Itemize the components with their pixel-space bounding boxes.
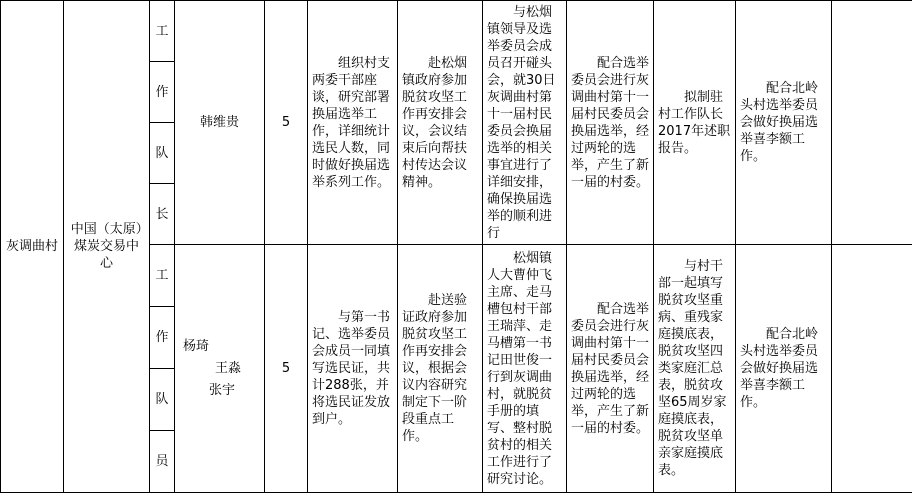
work-item-cell: 组织村支两委干部座谈，研究部署换届选举工作，详细统计选民人数，同时做好换届选举系列工作。 [308,1,398,245]
empty-cell [832,1,912,245]
work-item-cell: 配合北岭头村选举委员会做好换届选举喜李额工作。 [736,1,832,245]
village-cell: 灰调曲村 [1,1,64,493]
role-char: 长 [150,184,175,245]
member-names [175,245,265,493]
work-item-cell: 配合北岭头村选举委员会做好换届选举喜李额工作。 [736,245,832,493]
member-name: 韩维贵 [175,1,265,245]
work-item-cell: 配合选举委员会进行灰调曲村第十一届村民委员会换届选举，经过两轮的选举，产生了新一届的村委。 [567,1,654,245]
member-name: 杨琦 [183,338,210,354]
role-char: 作 [150,62,175,123]
count-cell: 5 [265,245,308,493]
member-name: 王淼 [215,360,242,376]
empty-cell [832,245,912,493]
work-item-cell: 赴松烟镇政府参加脱贫攻坚工作再安排会议，会议结束后向帮扶村传达会议精神。 [398,1,483,245]
work-item-cell: 配合选举委员会进行灰调曲村第十一届村民委员会换届选举，经过两轮的选举，产生了新一届的村委。 [567,245,654,493]
role-char: 队 [150,369,175,431]
member-name: 张宇 [209,382,236,398]
unit-cell: 中国（太原）煤炭交易中心 [64,1,150,493]
work-item-cell: 与第一书记、选举委员会成员一同填写选民证，共计288张，并将选民证发放到户。 [308,245,398,493]
role-char: 工 [150,1,175,62]
role-char: 员 [150,431,175,493]
count-cell: 5 [265,1,308,245]
work-item-cell: 松烟镇人大曹仲飞主席、走马槽包村干部王瑞萍、走马槽第一书记田世俊一行到灰调曲村，就脱贫手册的填写、整村脱贫村的相关工作进行了研究讨论。 [483,245,567,493]
work-item-cell: 与松烟镇领导及选举委员会成员召开碰头会，就30日灰调曲村第十一届村民委员会换届选举的相关事宜进行了详细安排，确保换届选举的顺利进行 [483,1,567,245]
role-char: 工 [150,245,175,307]
work-item-cell: 与村干部一起填写脱贫攻坚重病、重残家庭摸底表，脱贫攻坚四类家庭汇总表，脱贫攻坚65周岁家庭摸底表，脱贫攻坚单亲家庭摸底表。 [654,245,736,493]
role-char: 作 [150,307,175,369]
role-char: 队 [150,123,175,184]
work-item-cell: 拟制驻村工作队长2017年述职报告。 [654,1,736,245]
work-item-cell: 赴送验证政府参加脱贫攻坚工作再安排会议，根据会议内容研究制定下一阶段重点工作。 [398,245,483,493]
